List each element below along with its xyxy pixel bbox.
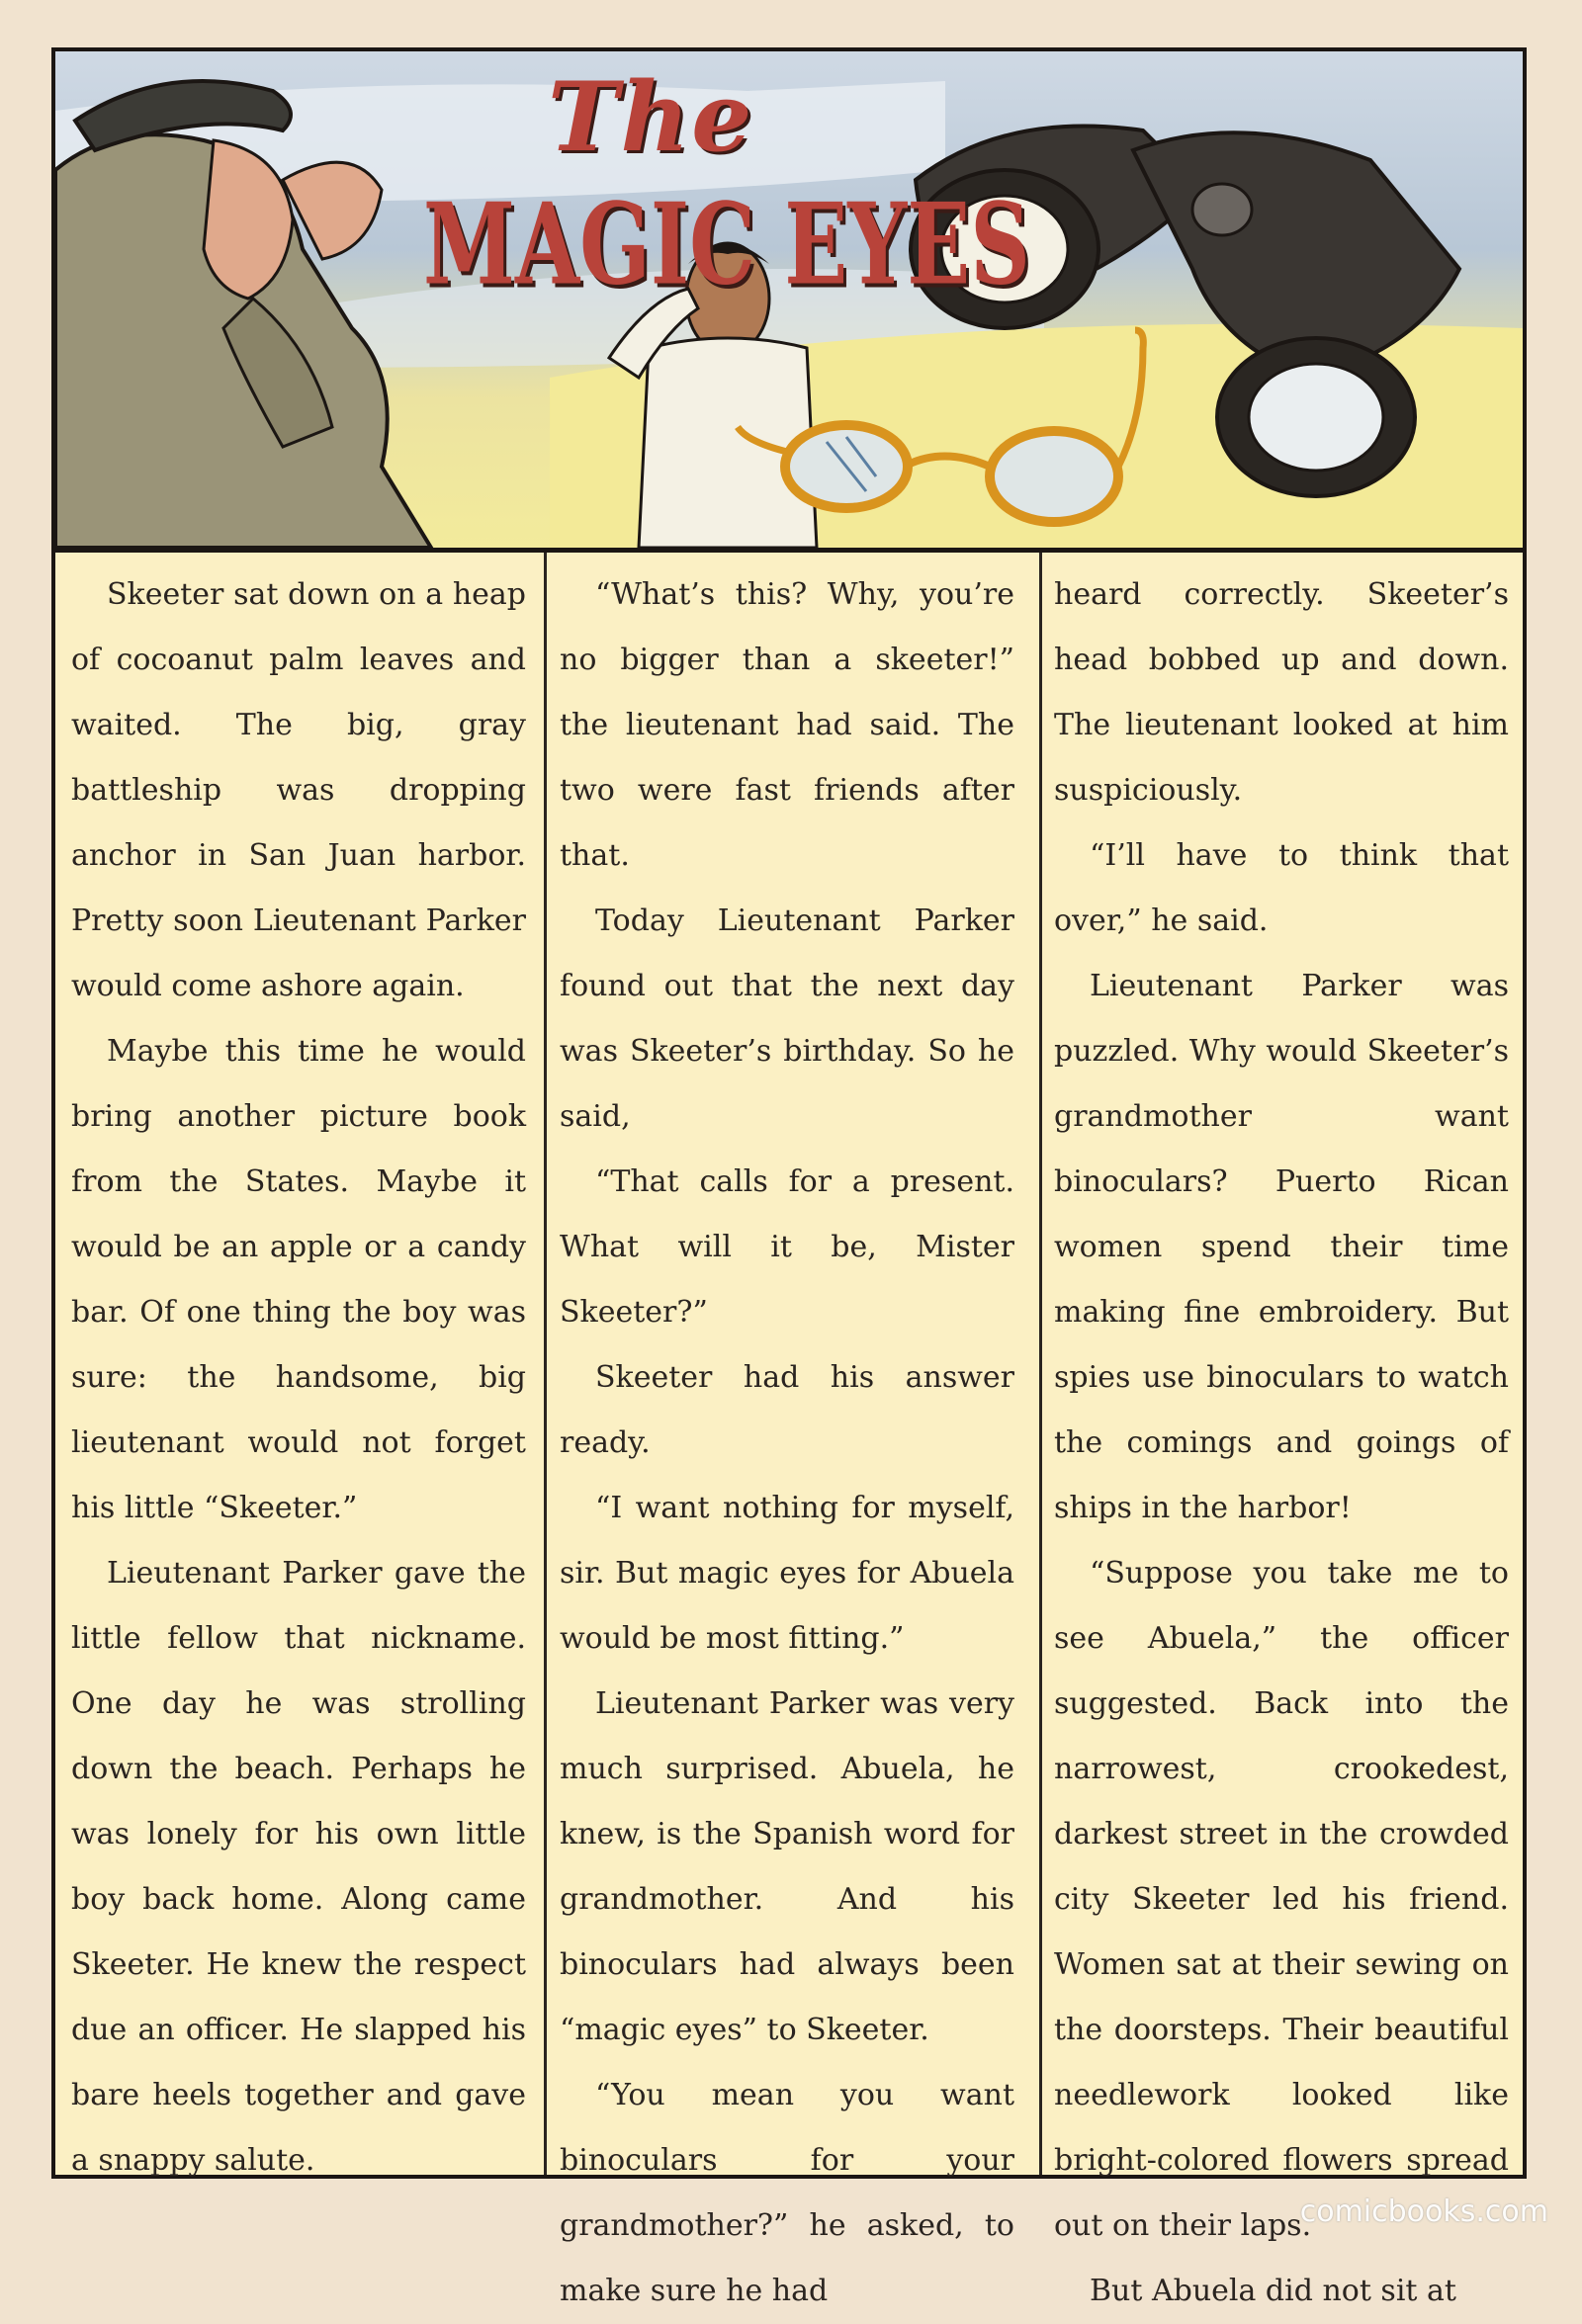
- story-paragraph: “You mean you want binoculars for your grandmother?” he asked, to make sure he had: [560, 2078, 1014, 2308]
- story-column-1: [71, 562, 526, 2194]
- story-column-2: [560, 562, 1014, 2324]
- column-divider: [544, 553, 547, 2175]
- story-paragraph: “Suppose you take me to see Abuela,” the officer suggested. Back into the narrowest, crookedest, darkest street in the crowded city Skeeter led his friend. Women sat at their sewing on the doorsteps. Their beautiful needlework looked like bright-colored flowers spread out on their laps.: [1054, 1556, 1509, 2243]
- story-paragraph: “What’s this? Why, you’re no bigger than a skeeter!” the lieutenant had said. The two were fast friends after that.: [560, 577, 1014, 873]
- title-banner: [55, 51, 1523, 553]
- story-column-3: [1054, 562, 1509, 2324]
- story-paragraph: Skeeter sat down on a heap of cocoanut palm leaves and waited. The big, gray battleship was dropping anchor in San Juan harbor. Pretty soon Lieutenant Parker would come ashore again.: [71, 577, 526, 1003]
- story-paragraph: But Abuela did not sit at: [1090, 2274, 1456, 2308]
- story-paragraph: “That calls for a present. What will it be, Mister Skeeter?”: [560, 1164, 1014, 1330]
- story-paragraph: heard correctly. Skeeter’s head bobbed up and down. The lieutenant looked at him suspiciously.: [1054, 577, 1509, 808]
- story-paragraph: Skeeter had his answer ready.: [560, 1360, 1014, 1460]
- title-line2: MAGIC EYES: [423, 178, 1030, 310]
- story-paragraph: Maybe this time he would bring another picture book from the States. Maybe it would be an apple or a candy bar. Of one thing the boy was sure: the handsome, big lieutenant would not forget his little “Skeeter.”: [71, 1034, 526, 1525]
- story-paragraph: “I want nothing for myself, sir. But magic eyes for Abuela would be most fitting.”: [560, 1491, 1014, 1656]
- story-paragraph: Lieutenant Parker was very much surprised. Abuela, he knew, is the Spanish word for grandmother. And his binoculars had always been “magic eyes” to Skeeter.: [560, 1686, 1014, 2047]
- title-line1: The: [548, 61, 754, 173]
- story-paragraph: “I’ll have to think that over,” he said.: [1054, 838, 1509, 938]
- story-paragraph: Lieutenant Parker gave the little fellow that nickname. One day he was strolling down the beach. Perhaps he was lonely for his own little boy back home. Along came Skeeter. He knew the respect due an officer. He slapped his bare heels together and gave a snappy salute.: [71, 1556, 526, 2178]
- watermark: comicbooks.com: [1299, 2195, 1548, 2229]
- column-divider: [1039, 553, 1042, 2175]
- story-paragraph: Today Lieutenant Parker found out that the next day was Skeeter’s birthday. So he said,: [560, 904, 1014, 1134]
- story-paragraph: Lieutenant Parker was puzzled. Why would Skeeter’s grandmother want binoculars? Puerto Rican women spend their time making fine embroidery. But spies use binoculars to watch the comings and goings of ships in the harbor!: [1054, 969, 1509, 1525]
